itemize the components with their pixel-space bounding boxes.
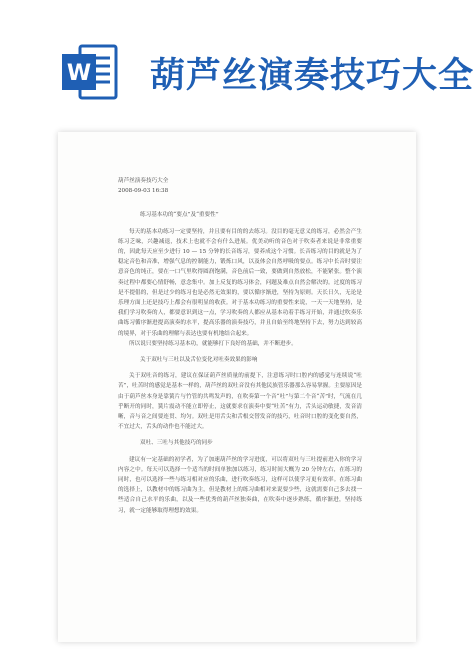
word-doc-icon (58, 40, 122, 104)
paragraph-2: 所以说只要坚持练习基本功，就能够打下良好的基础，并不断进步。 (129, 340, 297, 347)
doc-meta-title: 葫芦丝演奏技巧大全 (118, 178, 169, 184)
page-title: 葫芦丝演奏技巧大全 (150, 56, 474, 96)
section-heading-2: 关于双吐与三吐以及舌位变化对吐奏效果的影响 (140, 357, 258, 364)
section-heading-1: 练习基本功的“要点”及“重要性” (140, 212, 219, 219)
paragraph-1: 每天的基本功练习一定要坚持，并且要有目的的去练习。没目的毫无意义的练习，必然会产生练习乏味，兴趣减退，技术上也就不会有什么进展。优美动听的音色对于吹奏者来说是非常重要的，因此每天应至少进行 10 — 15 分钟的长音练习，要养成这个习惯。长音练习的目的就是为了稳定音色和音准，增强气息的控制能力，锻炼口风，以及体会自然呼吸的要点。练习中长音时要注意音色的纯正，要在一口气里吹得圆润饱满，音色前后一致，要做到自然放松，不能紧张。整个演奏过程中都要心情舒畅，意念集中。加上反复的练习体会，问题及难点自然会解决的。过度的练习是不提倡的，但是过少的练习也是必然无效果的，要以循序渐进，坚持为原则。天长日久，无论是乐理方面上还是技巧上都会有很明显的收获。对于基本功练习的重要性来说，一天一天地坚持，是我们学习吹奏的人，都要意识到这一点，学习吹奏的人都应从基本功着手练习开始，并通过吹奏乐曲练习循序渐进提高演奏的水平，提高乐器的演奏技巧，并且自始至终地坚持下去，努力达到较高的境界，对于乐曲的理解与表达也要有机地结合起来。 (118, 228, 362, 337)
paragraph-3: 关于双吐音的练习，建议在保证葫芦丝质量的前提下，注意练习时口腔内的感觉与连续说“吐苦”，吐苦时的感觉是基本一样的，葫芦丝的双吐音没有其他民族管乐器那么容易掌握。主要原因是由于葫芦丝本身是靠簧片与竹管的共鸣发声的，在吹奏第一个音“吐”与第二个音“苦”时，气流在几乎断开的同时，簧片震动不能立即停止，这就要求在演奏中要“吐苦”有力，舌头运动敏捷，发音清晰，音与音之间要连贯、均匀。双吐是用舌尖和舌根交替发音的技巧，吐音时口腔的变化要自然，不宜过大，舌头的动作也不能过大。 (118, 373, 362, 431)
header-banner (0, 0, 474, 130)
doc-meta-date: 2008-09-03 16:38 (118, 188, 169, 195)
document-body (118, 176, 362, 516)
paragraph-4: 建议有一定基础的初学者，为了加速葫芦丝的学习进度，可以将双吐与三吐提前进入你的学习内容之中。每天可以选择一个适当的时间单独加以练习，练习时间大概为 20 分钟左右，在练习的同时，也可以选择一些与练习相对应的乐曲，进行吹奏练习，这样可以使学习更有效率。在练习曲的选择上，以教材中的练习曲为主，但是教材上的练习曲相对来说要少些，这就需要自己多去找一些适合自己水平的乐曲，以及一些优秀的葫芦丝独奏曲，在吹奏中逐步熟练，循序渐进，坚持练习，就一定能够取得理想的效果。 (118, 456, 362, 514)
section-heading-3: 双吐、三吐与其他技巧的同步 (140, 440, 213, 447)
word-letter: W (66, 61, 92, 86)
document-page (58, 132, 416, 642)
